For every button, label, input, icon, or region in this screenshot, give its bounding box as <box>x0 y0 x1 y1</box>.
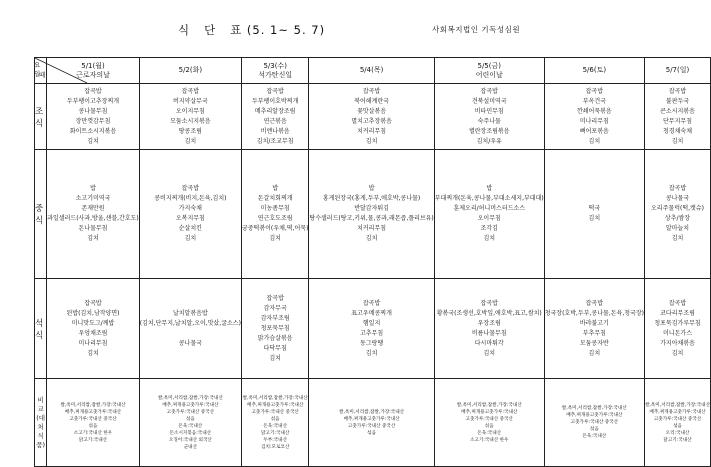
origin-note-cell <box>47 379 140 467</box>
origin-note-line: 돈육:국내산 <box>178 423 203 429</box>
menu-item: 콩비지찌개(비지,돈육,김치) <box>154 195 227 202</box>
menu-item: 표고우메콩찌개 <box>351 309 392 317</box>
menu-item: 다시마튀각 <box>474 339 504 347</box>
origin-note-cell <box>309 379 434 467</box>
menu-cell <box>309 84 434 150</box>
menu-item: 치커리무침 <box>357 225 387 232</box>
menu-item: 잡곡밥 <box>362 87 381 95</box>
origin-note-cell <box>434 379 544 467</box>
origin-note-line: 쌀,옥미,서리쌈,잡쌀,가장:국내산 <box>242 395 308 401</box>
origin-note-line: 배추,찌개용고춧가루:국내산 <box>649 409 706 415</box>
menu-item: 잡곡밥 <box>84 299 102 307</box>
menu-item: 오복지무침 <box>175 215 205 222</box>
menu-item: (김치,단무지,날치알,오이,맛샀,굴소스) <box>139 319 241 327</box>
menu-item: 반달감자튀김 <box>354 205 389 212</box>
origin-note-line: 섞음 <box>367 430 377 436</box>
menu-item: 우엉채조림 <box>78 329 108 337</box>
menu-item: 햄일지 <box>362 319 381 327</box>
menu-cell <box>47 279 140 379</box>
menu-item: 미니맛도그/께밥 <box>71 319 115 327</box>
menu-item: 훈제오리/허니머스터드소스 <box>453 205 526 212</box>
origin-note-line: 배추,찌개용고춧가루:국내산 <box>461 409 518 415</box>
origin-note-line: 오징어:국내산 외국산 <box>168 437 212 443</box>
menu-item: 부옥건국 <box>582 97 606 105</box>
menu-item: 연근볶음 <box>263 117 287 125</box>
menu-item: 비타민무침 <box>474 107 504 115</box>
menu-item: 김치 <box>671 137 684 145</box>
menu-cell <box>434 84 544 150</box>
menu-item: 비름나물무침 <box>471 329 507 337</box>
origin-note-line: 배추,찌개용고춧가루:국내산 <box>343 416 400 422</box>
origin-note-line: 닭고기:국내산 <box>261 430 290 436</box>
menu-item: 김치 <box>671 235 684 242</box>
menu-item: 코다리무조림 <box>660 309 695 317</box>
menu-item: 잡곡밥 <box>585 299 604 307</box>
menu-cell <box>139 279 241 379</box>
menu-item: 꽃맛살볶음 <box>357 107 387 115</box>
origin-note-line: 소고기:국내산 한우 <box>73 430 113 436</box>
menu-item: 두부팽이호박찌개 <box>252 97 299 105</box>
origin-note-cell <box>544 379 644 467</box>
day-date: 5/6(토) <box>582 66 607 74</box>
menu-item: 장만껏감무침 <box>75 117 111 125</box>
menu-item: 밥 <box>272 185 279 192</box>
title-bar <box>0 22 600 42</box>
menu-item: 김치 <box>365 235 378 242</box>
menu-item: 오리주물럭(떡,캣슈) <box>651 205 704 212</box>
origin-note-line: 배추,찌개용고춧가루:국내산 <box>64 409 122 415</box>
day-date: 5/5(금) <box>477 61 501 70</box>
menu-item: 김치 <box>87 349 99 357</box>
menu-item: 조각김 <box>480 225 498 232</box>
day-note: 석가탄신일 <box>258 70 293 79</box>
meal-label-lunch: 중 식 <box>35 150 47 279</box>
menu-item: 가지숙채 <box>178 205 202 212</box>
menu-item: 날치알볶음밥 <box>172 309 208 317</box>
menu-item: 불판두국 <box>665 97 690 105</box>
origin-note-line: 배추,찌개용고춧가루:국내산 <box>162 402 219 408</box>
origin-note-line: 쌀,옥미,서리쌈,잡쌀,가장:국내산 <box>157 395 223 401</box>
menu-cell <box>47 84 140 150</box>
menu-item: 청경채숙채 <box>663 127 692 135</box>
menu-item: 잡곡밥 <box>585 87 604 95</box>
day-date: 5/7(일) <box>665 66 690 74</box>
origin-note-line: 돈육:국내산 <box>263 423 288 429</box>
origin-note-line: 섞음 <box>88 423 98 429</box>
day-header-tue <box>139 58 241 84</box>
menu-item: 콘소시지볶음 <box>660 107 695 115</box>
menu-item: 모둠콩자반 <box>579 339 609 347</box>
origin-note-line: 섞음 <box>185 416 195 422</box>
day-note: 어린이날 <box>475 70 503 79</box>
menu-item: 두부팽이고추장찌개 <box>66 97 120 105</box>
menu-item: 단무지무침 <box>663 117 692 125</box>
menu-item: 김치 <box>184 235 197 242</box>
menu-cell <box>241 279 308 379</box>
menu-item: 잡곡밥 <box>181 185 200 192</box>
meal-label-breakfast: 조 식 <box>35 84 47 150</box>
menu-item: 김치 <box>588 137 601 145</box>
menu-cell <box>544 84 644 150</box>
menu-item: 미농좀무침 <box>260 205 290 212</box>
menu-item: 돈갈치회찌개 <box>257 195 293 202</box>
menu-item: 탕수샐러드(탕고,키위,물,콩과,래몬즙,플리브유) <box>309 215 434 222</box>
menu-item: 잡곡밥 <box>266 294 284 302</box>
menu-item: 고추무침 <box>360 329 384 337</box>
menu-item: 김치 <box>269 354 281 362</box>
menu-item: 우장조림 <box>477 319 501 327</box>
menu-item: 궁중떡볶이(우채,떡,어묵) <box>241 225 309 232</box>
menu-cell <box>644 279 710 379</box>
menu-item: 잡곡밥 <box>362 299 381 307</box>
day-header-sat <box>544 58 644 84</box>
day-date: 5/3(수) <box>263 61 287 70</box>
menu-item: 미나리무침 <box>78 339 108 347</box>
menu-item: 북어해계란국 <box>354 97 389 105</box>
origin-note-line: 오리:국내산 <box>665 430 690 436</box>
menu-item: 별란장조림볶음 <box>468 127 510 135</box>
menu-cell <box>544 150 644 279</box>
menu-item: 소고기미역국 <box>75 195 111 202</box>
menu-item: 김치 <box>483 349 496 357</box>
organization-name: 사회복지법인 기독성심원 <box>432 25 521 34</box>
menu-item: 맑가슴살볶음 <box>257 334 293 342</box>
menu-cell <box>309 279 434 379</box>
header-row <box>35 58 711 84</box>
menu-item: 김치 <box>671 349 684 357</box>
menu-item: 잡곡밥 <box>668 299 687 307</box>
menu-item: 버지약살무국 <box>172 97 208 105</box>
notes-row <box>35 379 711 467</box>
day-header-fri <box>434 58 544 84</box>
menu-item: 감자부조림 <box>260 314 290 322</box>
menu-item: 떡국 <box>588 205 601 212</box>
menu-item: 상추/쌈장 <box>664 215 691 222</box>
menu-item: 잡곡밥 <box>480 299 498 307</box>
day-header-sun <box>644 58 710 84</box>
menu-item: 돈나물무침 <box>78 225 108 232</box>
origin-note-line: 소고기:국내산 한우 <box>469 437 509 443</box>
menu-item: 부대찌개(돈육,콩나물,부대소세지,부대대) <box>434 195 544 202</box>
origin-note-line: 고춧가루:국내산 중국산 <box>653 416 702 422</box>
menu-item: 김치 <box>365 349 378 357</box>
menu-table <box>34 57 711 467</box>
menu-item: 청국장(호박,두부,콩나물,돈육,청국장) <box>544 309 644 317</box>
menu-item: 견북설미역국 <box>471 97 507 105</box>
menu-item: 깐쇄어묵볶음 <box>576 107 612 115</box>
menu-item: 오이지무침 <box>175 107 205 115</box>
menu-item: 청포묵김가루무침 <box>654 319 701 327</box>
menu-item: 황볶국(조생선,호박잎,애호박,표고,쌈치) <box>436 309 542 317</box>
menu-item: 숙주나물 <box>477 117 501 125</box>
menu-item: 잡곡밥 <box>181 87 200 95</box>
menu-item: 화이트소시지볶음 <box>69 127 117 135</box>
menu-item: 순살치킨 <box>178 225 202 232</box>
origin-note-cell <box>139 379 241 467</box>
menu-item: 잡곡밥 <box>266 87 284 95</box>
menu-cell <box>434 150 544 279</box>
origin-note-line: 쌀,옥미,서리쌈,잡쌀,가장:국내산 <box>644 402 711 408</box>
menu-item: 김치 <box>365 137 378 145</box>
corner-meal-label: 때 <box>39 71 46 79</box>
menu-item: 된밥(김치,남작양면) <box>66 309 120 317</box>
menu-item: 뼈어포볶음 <box>579 127 609 135</box>
menu-item: 김치 <box>87 137 99 145</box>
menu-item: 잡곡밥 <box>668 185 687 192</box>
menu-item: 알마늘치 <box>665 225 690 232</box>
menu-item: 김치 <box>269 235 281 242</box>
menu-item: 감자무국 <box>263 304 287 312</box>
origin-note-line: 닭고기:국내산 <box>78 437 108 443</box>
menu-item: 연근호도조림 <box>257 215 293 222</box>
origin-note-line: 섞음 <box>484 423 494 429</box>
origin-note-line: 고춧가루:국내산 중국산 <box>347 423 396 429</box>
menu-item: 김치 <box>483 235 496 242</box>
menu-item: 홍게된장국(홍게,두부,애호박,콩나물) <box>322 195 421 202</box>
menu-item: 밥 <box>368 185 375 192</box>
origin-note-line: 두부:국내산 <box>263 437 288 443</box>
origin-note-line: 섞음 <box>673 423 682 429</box>
menu-cell <box>47 150 140 279</box>
menu-item: 밥 <box>486 185 493 192</box>
day-header-thu <box>309 58 434 84</box>
menu-item: 동그랑땡 <box>360 339 384 347</box>
origin-note-line: 김치:모로코산 <box>261 444 290 450</box>
page-title: 식 단 표 (5. 1~ 5. 7) <box>178 23 326 37</box>
menu-item: 오이무침 <box>477 215 501 222</box>
origin-note-cell <box>241 379 308 467</box>
menu-item: 잡곡밥 <box>480 87 498 95</box>
origin-note-line: 돈소시지볶음:국내산 <box>169 430 212 436</box>
menu-item: 김치/우유 <box>476 137 502 145</box>
menu-cell <box>139 84 241 150</box>
menu-item <box>140 329 241 339</box>
dinner-row <box>35 279 711 379</box>
menu-cell <box>644 84 710 150</box>
meal-label-dinner: 석 식 <box>35 279 47 379</box>
menu-item: 치커리무침 <box>357 127 387 135</box>
corner-cell <box>35 58 47 84</box>
day-date: 5/2(화) <box>178 66 203 74</box>
menu-item: 비엔나볶음 <box>260 127 290 135</box>
origin-note-line: 돈육:국내산 <box>582 434 607 439</box>
day-note: 근로자의날 <box>76 70 110 79</box>
origin-note-cell <box>644 379 710 467</box>
origin-note-line: 배추,찌개용고춧가루:국내산 <box>247 402 304 408</box>
origin-note-line: 쌀,옥미,서리쌈,잡쌀,가장:국내산 <box>561 406 627 411</box>
menu-item: 김치 <box>588 349 601 357</box>
origin-note-line: 고춧가루:국내산 중국산 <box>251 409 299 415</box>
day-date: 5/1(월) <box>81 61 105 70</box>
origin-note-line: 고춧가루:국내산 중국산 <box>166 409 215 415</box>
menu-item: 콩나물무침 <box>78 107 108 115</box>
menu-cell <box>241 84 308 150</box>
origin-note-line: 고춧가루:국내산 중국산 <box>465 416 513 422</box>
menu-item: 김치 <box>184 137 197 145</box>
menu-item: 김치/조교무침 <box>256 137 294 145</box>
corner-day-label: 요일 <box>33 61 41 78</box>
menu-item: 밥 <box>90 185 96 192</box>
breakfast-row <box>35 84 711 150</box>
origin-note-line: 섞음 <box>270 416 280 422</box>
menu-item: 가지아채볶음 <box>660 339 695 347</box>
menu-item: 미니돈가스 <box>663 329 692 337</box>
origin-note-line: 닭고기:국내산 <box>663 437 692 443</box>
notes-label-line: 비 교 <box>37 395 44 413</box>
origin-note-line: 고춧가루:국내산 중국산 <box>69 416 117 422</box>
origin-note-line: 돈육:국내산 <box>477 430 502 436</box>
menu-cell <box>434 279 544 379</box>
menu-cell <box>544 279 644 379</box>
menu-cell <box>241 150 308 279</box>
menu-item: 잡곡밥 <box>668 87 687 95</box>
menu-item: 청포묵무침 <box>260 324 290 332</box>
menu-item: 김치 <box>588 215 601 222</box>
origin-note-line: 섞음 <box>589 427 599 432</box>
menu-item: 멸치고추장볶음 <box>351 117 392 125</box>
notes-label-line: (대처식품) <box>36 413 46 449</box>
origin-note-line: 고춧가루:국내산 중국산 <box>570 420 619 425</box>
menu-item: 모둠소시지볶음 <box>170 117 211 125</box>
menu-item: 과일샐러드(사과,방울,샌블,간호도) <box>47 215 139 222</box>
menu-item: 부추무침 <box>582 329 606 337</box>
menu-item: 메추리알장조림 <box>254 107 296 115</box>
menu-cell <box>309 150 434 279</box>
origin-note-line: 군내산 <box>183 444 198 450</box>
menu-item: 잡곡밥 <box>84 87 102 95</box>
notes-label <box>35 379 47 467</box>
day-header-wed <box>241 58 308 84</box>
menu-item: 콩나물국 <box>178 339 202 347</box>
origin-note-line: 쌀,옥미,서리쌈,잡쌀,가장:국내산 <box>456 402 522 408</box>
menu-item: 땅콩조림 <box>178 127 202 135</box>
lunch-row <box>35 150 711 279</box>
menu-item: 콩나물국 <box>665 195 690 202</box>
origin-note-line: 쌀,옥미,서리쌈,잡쌀,가장:국내산 <box>339 409 405 415</box>
menu-cell <box>644 150 710 279</box>
menu-item: 바랴불고기 <box>579 319 609 327</box>
menu-item: 다닥무침 <box>263 344 287 352</box>
menu-item: 존재만원 <box>81 205 105 212</box>
menu-cell <box>139 150 241 279</box>
origin-note-line: 쌀,옥미,서리쌈,잡쌀,가장:국내산 <box>60 402 126 408</box>
menu-item: 미나리무침 <box>579 117 609 125</box>
menu-item: 김치 <box>87 235 99 242</box>
origin-note-line: 배추,찌개용고춧가루:국내산 <box>566 413 623 418</box>
day-date: 5/4(목) <box>359 66 384 74</box>
